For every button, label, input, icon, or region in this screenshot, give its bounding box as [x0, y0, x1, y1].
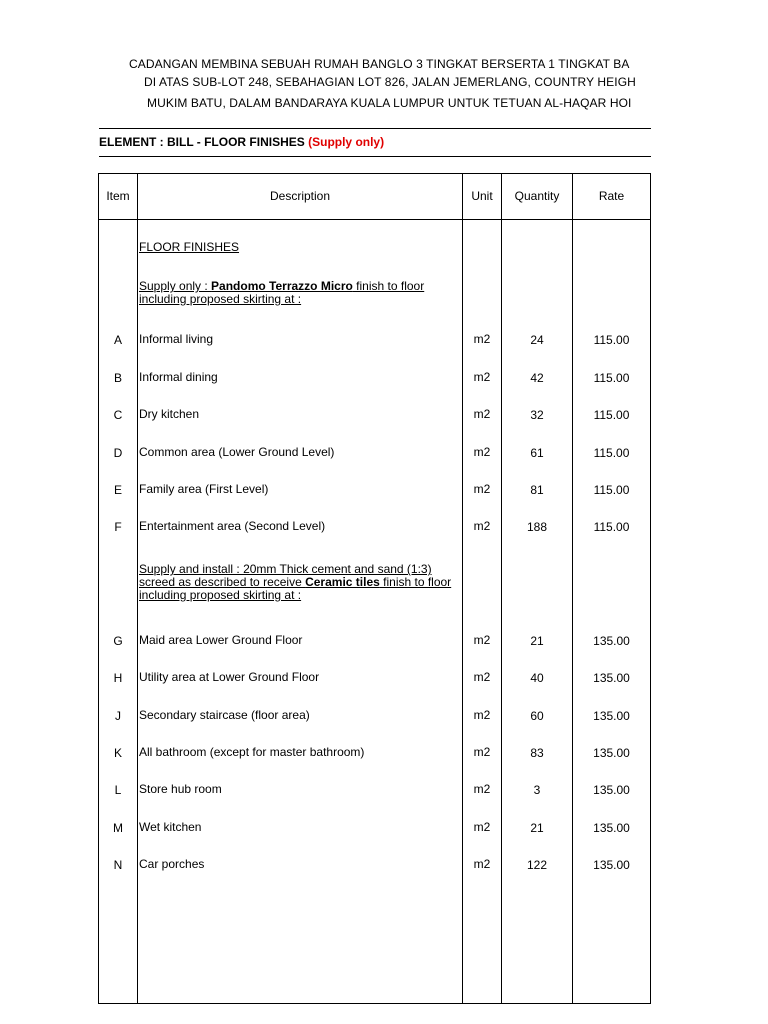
row-quantity: 40	[530, 671, 544, 685]
row-rate: 115.00	[593, 371, 630, 385]
row-item: K	[113, 746, 122, 760]
element-qualifier: (Supply only)	[308, 135, 385, 149]
row-unit: m2	[473, 407, 491, 421]
row-unit: m2	[473, 708, 491, 722]
row-description: Maid area Lower Ground Floor	[139, 633, 303, 647]
note2-suffix: finish to floor including proposed skirting at :	[139, 575, 452, 602]
col-border-left	[98, 173, 99, 1004]
note-supply-only	[139, 280, 459, 306]
header-unit: Unit	[471, 189, 493, 203]
row-unit: m2	[473, 857, 491, 871]
row-rate: 135.00	[593, 821, 630, 835]
note2-product: Ceramic tiles	[305, 575, 380, 589]
row-item: M	[113, 821, 123, 835]
row-description: Car porches	[139, 857, 205, 871]
row-description: Secondary staircase (floor area)	[139, 708, 310, 722]
note1-suffix: finish to floor including proposed skirting at :	[139, 279, 425, 306]
row-unit: m2	[473, 820, 491, 834]
col-border-description	[462, 173, 463, 1004]
row-item: A	[113, 333, 122, 347]
table-header-border	[99, 219, 651, 220]
row-description: Dry kitchen	[139, 407, 200, 421]
row-quantity: 81	[530, 483, 544, 497]
row-quantity: 188	[526, 520, 548, 534]
row-rate: 135.00	[593, 783, 630, 797]
table-top-border	[99, 173, 651, 174]
element-underline	[99, 156, 651, 157]
row-description: Utility area at Lower Ground Floor	[139, 670, 320, 684]
row-item: D	[113, 446, 123, 460]
row-description: Informal dining	[139, 370, 218, 384]
top-rule	[99, 128, 651, 129]
header-item: Item	[106, 189, 130, 203]
project-title-line-2: DI ATAS SUB-LOT 248, SEBAHAGIAN LOT 826, JALAN JEMERLANG, COUNTRY HEIGH	[144, 75, 636, 89]
row-rate: 115.00	[593, 408, 630, 422]
row-rate: 115.00	[593, 520, 630, 534]
row-quantity: 122	[526, 858, 548, 872]
row-item: H	[113, 671, 123, 685]
row-item: J	[115, 709, 121, 723]
row-description: Informal living	[139, 332, 214, 346]
row-unit: m2	[473, 670, 491, 684]
row-rate: 135.00	[593, 858, 630, 872]
row-rate: 115.00	[593, 333, 630, 347]
note-supply-install	[139, 563, 459, 602]
table-bottom-border	[99, 1003, 651, 1004]
row-quantity: 24	[530, 333, 544, 347]
row-quantity: 21	[530, 821, 544, 835]
project-title-line-3: MUKIM BATU, DALAM BANDARAYA KUALA LUMPUR UNTUK TETUAN AL-HAQAR HOI	[147, 96, 632, 110]
col-border-item	[137, 173, 138, 1004]
row-item: E	[113, 483, 122, 497]
section-title: FLOOR FINISHES	[139, 240, 240, 254]
row-quantity: 3	[533, 783, 541, 797]
col-border-quantity	[572, 173, 573, 1004]
row-rate: 135.00	[593, 709, 630, 723]
col-border-unit	[501, 173, 502, 1004]
row-unit: m2	[473, 519, 491, 533]
row-unit: m2	[473, 445, 491, 459]
row-unit: m2	[473, 482, 491, 496]
row-quantity: 21	[530, 634, 544, 648]
row-rate: 115.00	[593, 446, 630, 460]
note1-product: Pandomo Terrazzo Micro	[211, 279, 353, 293]
project-title-line-1: CADANGAN MEMBINA SEBUAH RUMAH BANGLO 3 TINGKAT BERSERTA 1 TINGKAT BA	[129, 57, 630, 71]
row-quantity: 60	[530, 709, 544, 723]
row-quantity: 83	[530, 746, 544, 760]
element-title	[99, 135, 384, 149]
row-item: N	[113, 858, 123, 872]
row-unit: m2	[473, 782, 491, 796]
row-rate: 115.00	[593, 483, 630, 497]
note2-prefix: Supply and install : 20mm Thick cement and sand (1:3) screed as described to receive	[139, 562, 432, 589]
row-item: B	[113, 371, 122, 385]
row-rate: 135.00	[593, 634, 630, 648]
row-unit: m2	[473, 745, 491, 759]
row-item: C	[113, 408, 123, 422]
note1-prefix: Supply only :	[139, 279, 212, 293]
row-item: L	[114, 783, 122, 797]
row-unit: m2	[473, 332, 491, 346]
row-description: Common area (Lower Ground Level)	[139, 445, 335, 459]
row-description: All bathroom (except for master bathroom)	[139, 745, 365, 759]
row-unit: m2	[473, 370, 491, 384]
row-quantity: 32	[530, 408, 544, 422]
row-description: Store hub room	[139, 782, 222, 796]
header-quantity: Quantity	[514, 189, 560, 203]
row-rate: 135.00	[593, 671, 630, 685]
row-rate: 135.00	[593, 746, 630, 760]
row-description: Entertainment area (Second Level)	[139, 519, 326, 533]
row-quantity: 42	[530, 371, 544, 385]
col-border-rate	[650, 173, 651, 1004]
element-label: ELEMENT : BILL - FLOOR FINISHES	[99, 135, 309, 149]
header-rate: Rate	[598, 189, 625, 203]
row-quantity: 61	[530, 446, 544, 460]
row-unit: m2	[473, 633, 491, 647]
header-description: Description	[269, 189, 331, 203]
row-description: Wet kitchen	[139, 820, 202, 834]
row-item: G	[113, 634, 123, 648]
row-item: F	[114, 520, 122, 534]
row-description: Family area (First Level)	[139, 482, 269, 496]
